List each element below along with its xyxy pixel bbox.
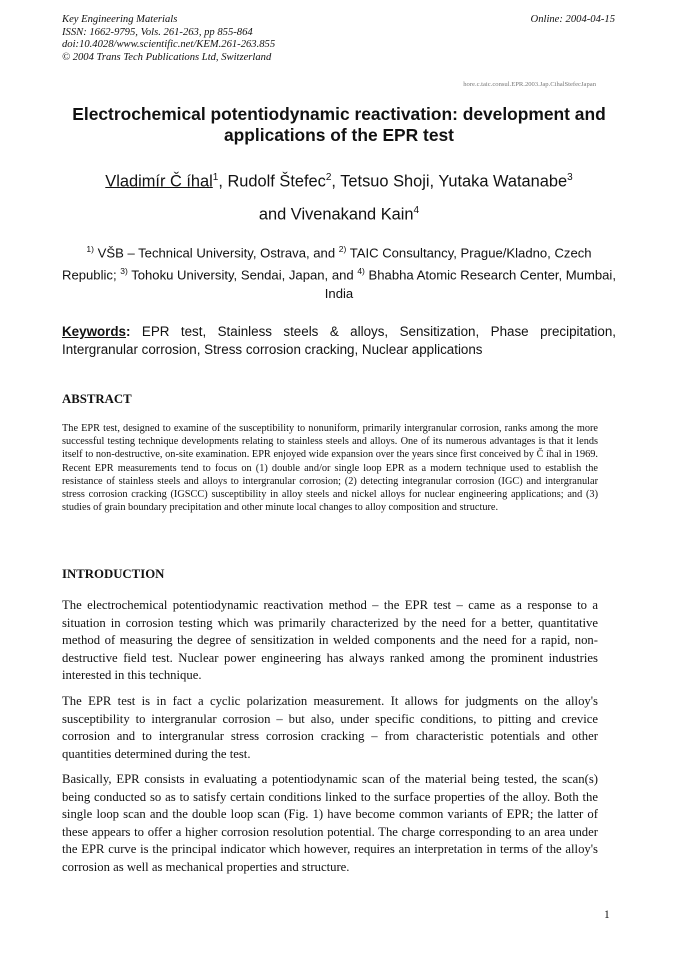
keywords [62, 323, 616, 359]
author-name: and Vivenakand Kain [258, 205, 414, 224]
author-sup: 3 [567, 172, 573, 183]
affil-sup: 1) [86, 244, 94, 254]
affil-text: VŠB – Technical University, Ostrava, and [93, 245, 339, 261]
journal-header [62, 14, 275, 64]
author-sup: 1 [212, 172, 219, 183]
keywords-label: Keywords [62, 324, 126, 339]
online-date: Online: 2004-04-15 [530, 14, 615, 25]
intro-paragraph-1: The electrochemical potentiodynamic reactivation method – the EPR test – came as a response to a situation in corrosion testing which was primarily characterized by the need for a better, quantitative method of measuring the degree of sensitization in welded components and the need for a rapid, non-destructive field test. Nuclear power engineering has always ranked among the prominent industries interested in this technique. [62, 598, 598, 683]
page-number: 1 [604, 909, 610, 921]
doi-line: doi:10.4028/www.scientific.net/KEM.261-263.855 [62, 39, 276, 51]
author-list [62, 163, 616, 230]
abstract-text: The EPR test, designed to examine of the susceptibility to nonuniform, primarily intergranular corrosion, ranks among the more successful testing technique developments relating to stainless steels and alloys. One of its numerous advantages is that it lends itself to non-destructive, on-site examination. EPR enjoyed wide expansion over the years since first conceived by Č íhal in 1969. Recent EPR measurements tend to focus on (1) double and/or single loop EPR as a modern technique used to establish the resistance of stainless steels and alloys to intergranular corrosion; (2) detecting integranular corrosion (IGC) and intergranular stress corrosion cracking (IGSCC) susceptibility in alloy steels and nickel alloys for nuclear engineering applications; and (3) studies of grain boundary precipitation and other minute local changes to alloy composition and structure. [62, 423, 598, 514]
introduction-heading: INTRODUCTION [62, 567, 165, 581]
author-sup: 4 [413, 205, 420, 217]
copyright-line: © 2004 Trans Tech Publications Ltd, Switzerland [62, 51, 272, 63]
author-line-1 [62, 163, 616, 196]
intro-paragraph-3: Basically, EPR consists in evaluating a potentiodynamic scan of the material being tested, the scan(s) being conducted so as to satisfy certain conditions linked to the surface properties of the alloy. Both the single loop scan and the double loop scan (Fig. 1) have become common variants of EPR; the latter of these appears to offer a higher corrosion resolution potential. The charge corresponding to an area under the EPR curve is the principal indicator which however, requires an interpretation in terms of the alloy's corrosion as well as mechanical properties and structure. [62, 772, 598, 874]
watermark: hore.c.taic.consul.EPR.2003.Jap.CihalStefecJapan [463, 81, 596, 88]
affil-text: Tohoku University, Sendai, Japan, and [127, 267, 358, 283]
keywords-colon: : [126, 324, 131, 339]
affil-sup: 2) [338, 244, 347, 254]
affil-text: TAIC Consultancy, Prague/Kladno, Czech Republic; [62, 245, 592, 283]
author-line-2 [62, 196, 616, 229]
author-name: , Rudolf Štefec [218, 172, 326, 191]
abstract-heading: ABSTRACT [62, 392, 132, 406]
keywords-text: EPR test, Stainless steels & alloys, Sensitization, Phase precipitation, Intergranular corrosion, Stress corrosion cracking, Nuclear applications [62, 324, 616, 357]
issn-line: ISSN: 1662-9795, Vols. 261-263, pp 855-864 [62, 26, 253, 38]
author-sup: 2 [325, 172, 332, 183]
journal-name: Key Engineering Materials [62, 14, 178, 25]
intro-paragraph-2: The EPR test is in fact a cyclic polarization measurement. It allows for judgments on the alloy's susceptibility to intergranular corrosion – but also, under specific conditions, to pitting and crevice corrosion and to intergranular stress corrosion cracking – from characteristic potentials and other quantities determined during the test. [62, 694, 598, 761]
author-name: , Tetsuo Shoji, Yutaka Watanabe [331, 172, 568, 191]
affil-sup: 4) [357, 266, 365, 277]
affiliations [62, 240, 616, 303]
affil-text: Bhabha Atomic Research Center, Mumbai, India [324, 267, 616, 301]
paper-title: Electrochemical potentiodynamic reactivation: development and applications of the EPR test [72, 104, 606, 145]
affil-sup: 3) [120, 266, 128, 277]
first-author: Vladimír Č íhal [105, 172, 213, 191]
